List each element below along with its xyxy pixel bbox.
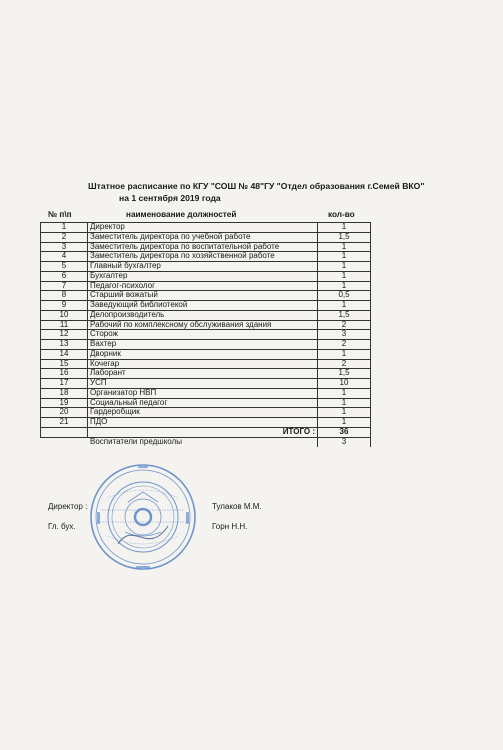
row-number: 3 — [41, 242, 88, 252]
total-quantity: 36 — [318, 427, 371, 437]
row-number: 12 — [41, 330, 88, 340]
table-row — [41, 291, 371, 301]
table-row — [41, 388, 371, 398]
row-number: 18 — [41, 388, 88, 398]
position-quantity: 2 — [318, 359, 371, 369]
position-quantity: 1 — [318, 418, 371, 428]
row-number: 16 — [41, 369, 88, 379]
total-label: ИТОГО : — [88, 427, 318, 437]
extra-empty-cell — [41, 437, 88, 447]
table-row — [41, 398, 371, 408]
position-quantity: 1 — [318, 252, 371, 262]
table-row — [41, 252, 371, 262]
header-qty: кол-во — [328, 210, 355, 219]
position-quantity: 1 — [318, 388, 371, 398]
row-number: 9 — [41, 301, 88, 311]
extra-row — [41, 437, 371, 447]
staff-table — [40, 222, 371, 447]
position-name: Социальный педагог — [88, 398, 318, 408]
position-name: Рабочий по комплексному обслуживания здания — [88, 320, 318, 330]
position-name: Вахтер — [88, 340, 318, 350]
table-row — [41, 418, 371, 428]
title-line-1: Штатное расписание по КГУ "СОШ № 48"ГУ "Отдел образования г.Семей ВКО" — [88, 181, 425, 191]
row-number: 19 — [41, 398, 88, 408]
position-quantity: 1 — [318, 281, 371, 291]
position-name: Кочегар — [88, 359, 318, 369]
row-number: 5 — [41, 262, 88, 272]
position-name: Заведующий библиотекой — [88, 301, 318, 311]
accountant-name: Горн Н.Н. — [212, 522, 248, 531]
position-quantity: 1 — [318, 271, 371, 281]
position-quantity: 2 — [318, 340, 371, 350]
position-name: Дворник — [88, 349, 318, 359]
position-quantity: 10 — [318, 379, 371, 389]
table-row — [41, 408, 371, 418]
table-row — [41, 262, 371, 272]
position-name: Главный бухгалтер — [88, 262, 318, 272]
position-name: ПДО — [88, 418, 318, 428]
extra-position-name: Воспитатели предшколы — [88, 437, 318, 447]
position-quantity: 1 — [318, 349, 371, 359]
position-quantity: 3 — [318, 330, 371, 340]
official-seal-stamp — [88, 462, 198, 572]
position-name: Заместитель директора по хозяйственной работе — [88, 252, 318, 262]
header-num: № п\п — [48, 210, 72, 219]
position-quantity: 1,5 — [318, 232, 371, 242]
row-number: 21 — [41, 418, 88, 428]
position-quantity: 2 — [318, 320, 371, 330]
position-name: Старший вожатый — [88, 291, 318, 301]
table-row — [41, 330, 371, 340]
table-row — [41, 223, 371, 233]
row-number: 14 — [41, 349, 88, 359]
header-name: наименование должностей — [126, 210, 237, 219]
director-name: Тулаков М.М. — [212, 502, 262, 511]
row-number: 15 — [41, 359, 88, 369]
total-empty-cell — [41, 427, 88, 437]
table-row — [41, 281, 371, 291]
table-row — [41, 271, 371, 281]
position-name: Бухгалтер — [88, 271, 318, 281]
director-label: Директор : — [48, 502, 88, 511]
table-row — [41, 320, 371, 330]
position-quantity: 0,5 — [318, 291, 371, 301]
position-name: УСП — [88, 379, 318, 389]
row-number: 17 — [41, 379, 88, 389]
row-number: 2 — [41, 232, 88, 242]
table-row — [41, 379, 371, 389]
extra-position-quantity: 3 — [318, 437, 371, 447]
row-number: 13 — [41, 340, 88, 350]
table-row — [41, 301, 371, 311]
position-quantity: 1,5 — [318, 369, 371, 379]
position-quantity: 1 — [318, 301, 371, 311]
row-number: 4 — [41, 252, 88, 262]
document-title — [88, 180, 448, 204]
table-row — [41, 232, 371, 242]
table-row — [41, 349, 371, 359]
position-quantity: 1 — [318, 223, 371, 233]
position-quantity: 1 — [318, 398, 371, 408]
row-number: 10 — [41, 310, 88, 320]
position-name: Педагог-психолог — [88, 281, 318, 291]
row-number: 6 — [41, 271, 88, 281]
staff-table-body — [41, 223, 371, 447]
position-quantity: 1 — [318, 408, 371, 418]
position-name: Организатор НВП — [88, 388, 318, 398]
table-row — [41, 369, 371, 379]
position-name: Делопроизводитель — [88, 310, 318, 320]
position-name: Директор — [88, 223, 318, 233]
position-name: Гардеробщик — [88, 408, 318, 418]
position-name: Заместитель директора по воспитательной работе — [88, 242, 318, 252]
total-row — [41, 427, 371, 437]
position-quantity: 1,5 — [318, 310, 371, 320]
accountant-label: Гл. бух. — [48, 522, 76, 531]
position-name: Лаборант — [88, 369, 318, 379]
table-row — [41, 340, 371, 350]
row-number: 7 — [41, 281, 88, 291]
table-row — [41, 242, 371, 252]
position-name: Сторож — [88, 330, 318, 340]
row-number: 11 — [41, 320, 88, 330]
table-row — [41, 310, 371, 320]
row-number: 8 — [41, 291, 88, 301]
row-number: 1 — [41, 223, 88, 233]
position-name: Заместитель директора по учебной работе — [88, 232, 318, 242]
title-line-2: на 1 сентября 2019 года — [119, 193, 221, 203]
position-quantity: 1 — [318, 242, 371, 252]
table-row — [41, 359, 371, 369]
row-number: 20 — [41, 408, 88, 418]
position-quantity: 1 — [318, 262, 371, 272]
